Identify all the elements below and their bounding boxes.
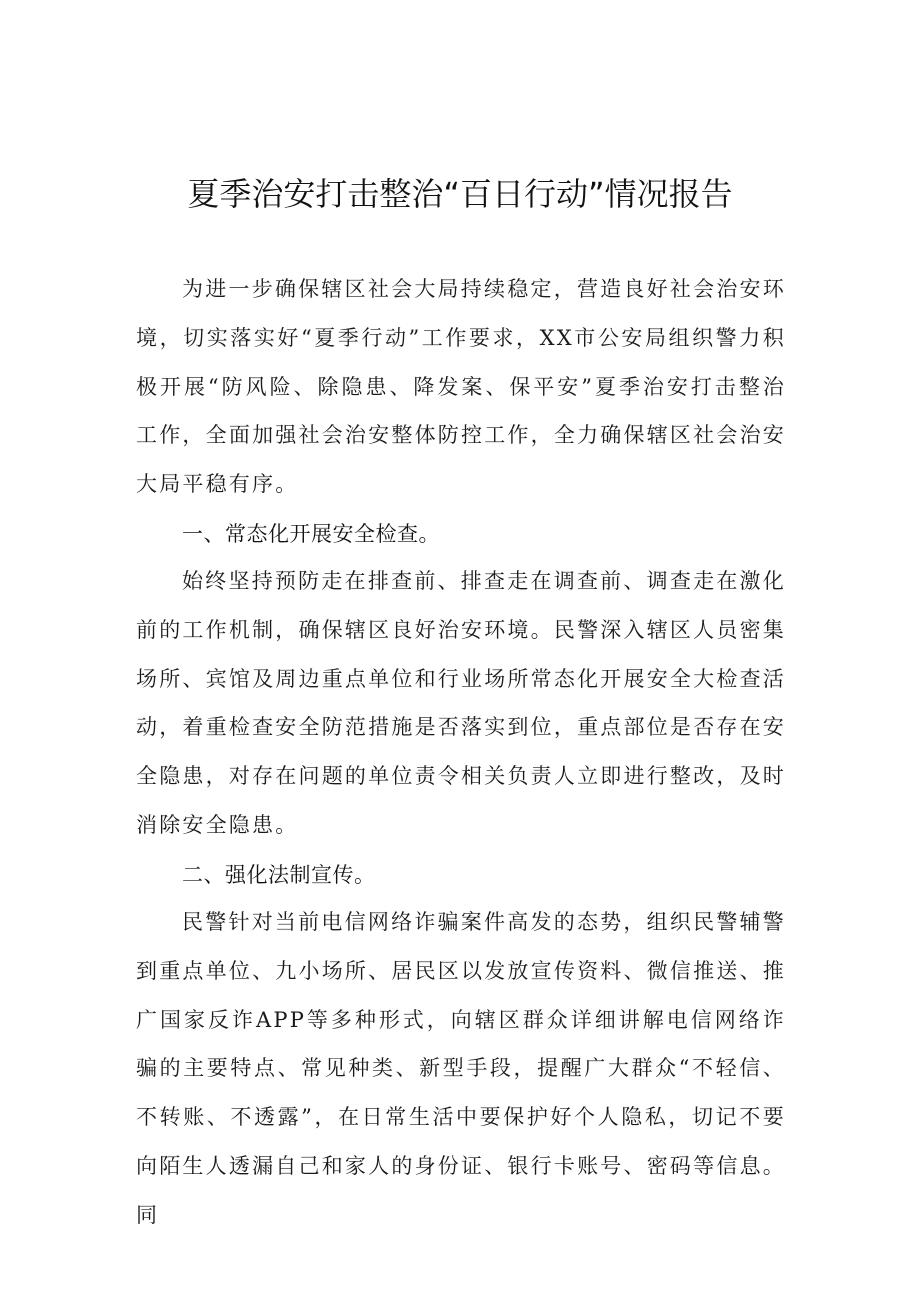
section-paragraph-1: 始终坚持预防走在排查前、排查走在调查前、调查走在激化前的工作机制，确保辖区良好治安环境。民警深入辖区人员密集场所、宾馆及周边重点单位和行业场所常态化开展安全大检查活动，着重检查安全防范措施是否落实到位，重点部位是否存在安全隐患，对存在问题的单位责令相关负责人立即进行整改，及时消除安全隐患。 (136, 569, 786, 837)
section-heading-1: 一、常态化开展安全检查。 (182, 522, 440, 546)
intro-paragraph: 为进一步确保辖区社会大局持续稳定，营造良好社会治安环境，切实落实好“夏季行动”工作要求，XX市公安局组织警力积极开展“防风险、除隐患、降发案、保平安”夏季治安打击整治工作，全面加强社会治安整体防控工作，全力确保辖区社会治安大局平稳有序。 (136, 277, 786, 497)
section-paragraph-2: 民警针对当前电信网络诈骗案件高发的态势，组织民警辅警到重点单位、九小场所、居民区以发放宣传资料、微信推送、推广国家反诈APP等多种形式，向辖区群众详细讲解电信网络诈骗的主要特点、常见种类、新型手段，提醒广大群众“不轻信、不转账、不透露”，在日常生活中要保护好个人隐私，切记不要向陌生人透漏自己和家人的身份证、银行卡账号、密码等信息。同 (136, 910, 786, 1227)
section-heading-2: 二、强化法制宣传。 (182, 863, 376, 887)
document-title: 夏季治安打击整治“百日行动”情况报告 (187, 175, 733, 213)
